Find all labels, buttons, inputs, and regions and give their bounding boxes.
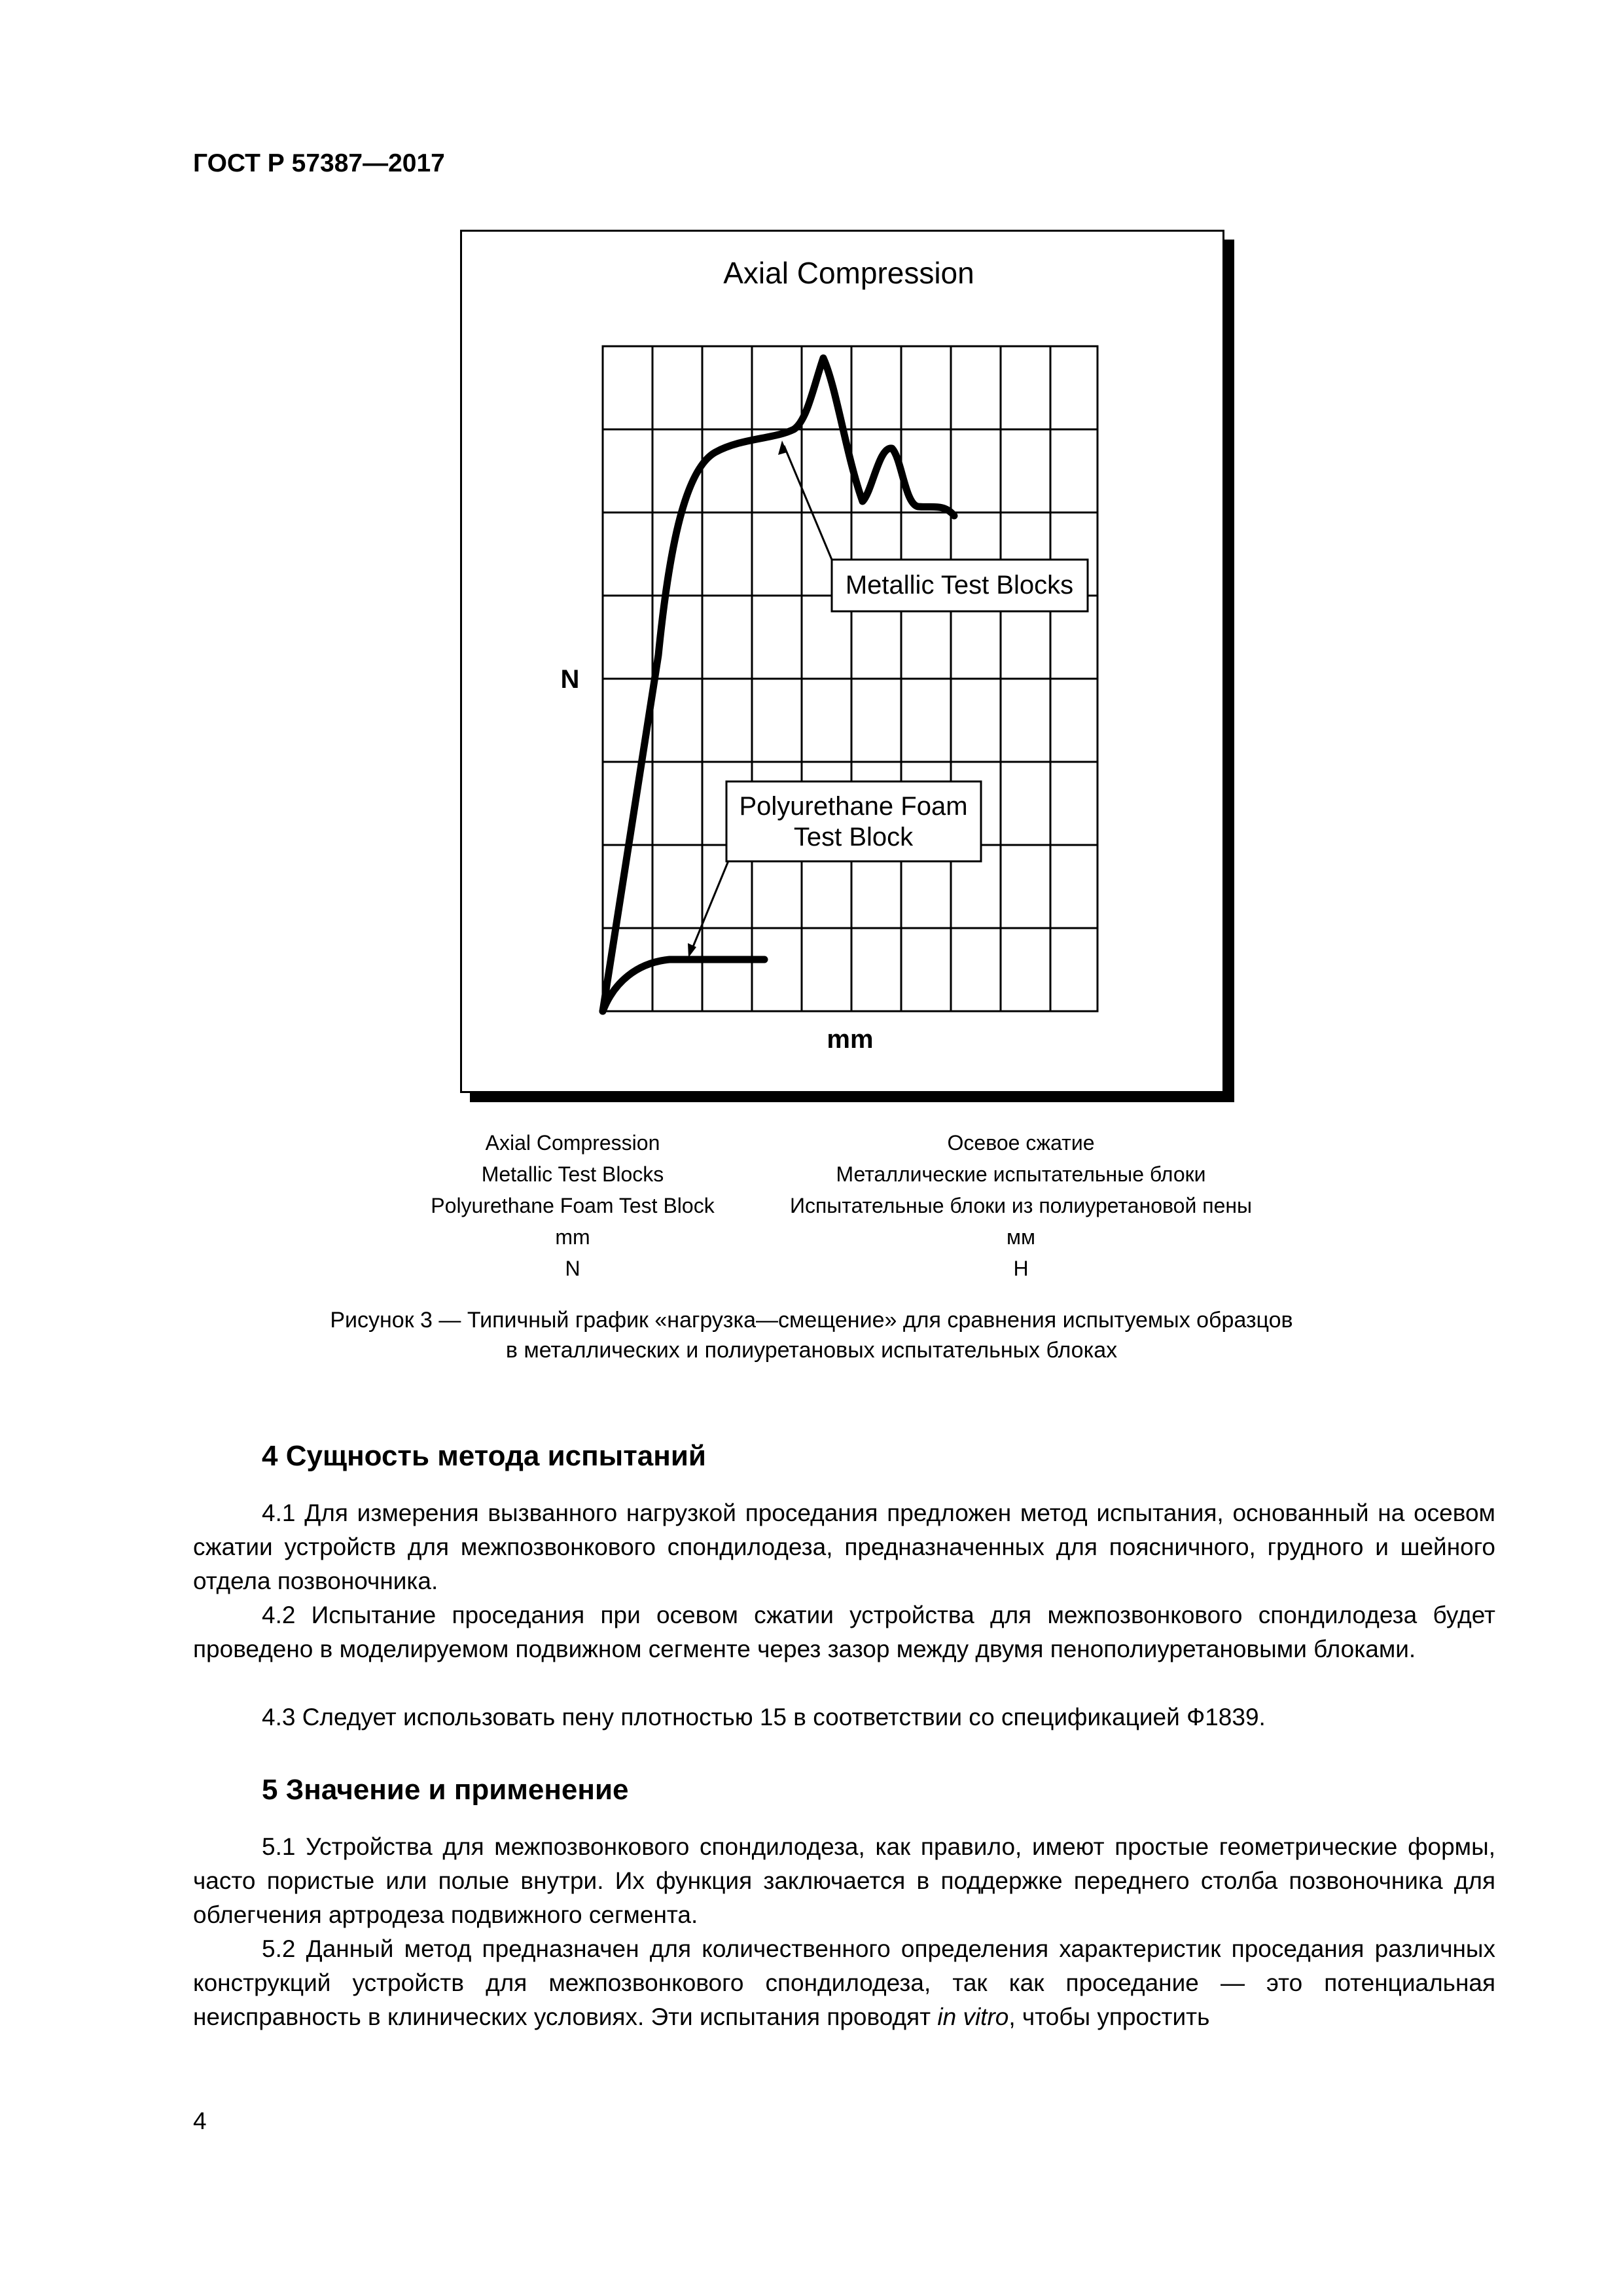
legend-ru-item: мм: [1007, 1225, 1035, 1249]
foam-callout-leader: [690, 848, 734, 953]
foam-callout-text-line1: Polyurethane Foam: [739, 792, 968, 821]
caption-line-1: Рисунок 3 — Типичный график «нагрузка—смещение» для сравнения испытуемых образцов: [330, 1308, 1293, 1333]
document-header: ГОСТ Р 57387—2017: [193, 149, 445, 177]
foam-callout-arrowhead: [688, 943, 696, 958]
metallic-callout-leader: [784, 446, 832, 560]
paragraph-5-1: 5.1 Устройства для межпозвонкового спондилодеза, как правило, имеют простые геометрические формы, часто пористые или полые внутри. Их функция заключается в поддержке переднего столба позвоночника для облегчения артродеза подвижного сегмента.: [193, 1833, 1495, 1928]
legend-en-item: mm: [555, 1225, 590, 1249]
paragraph-5-2-text: 5.2 Данный метод предназначен для количественного определения характеристик проседания различных конструкций устройств для межпозвонкового спондилодеза, так как проседание — это потенциальная неисправность в клинических условиях. Эти испытания проводят: [193, 1935, 1495, 2030]
foam-callout-text-line2: Test Block: [793, 823, 914, 852]
section-4-heading: 4 Сущность метода испытаний: [262, 1440, 706, 1472]
load-displacement-chart: [460, 230, 1229, 1100]
y-axis-label: N: [560, 665, 580, 694]
in-vitro-term: in vitro: [937, 2003, 1009, 2030]
paragraph-4-3: 4.3 Следует использовать пену плотностью 15 в соответствии со спецификацией Ф1839.: [262, 1704, 1266, 1731]
paragraph-5-2-tail: , чтобы упростить: [1008, 2003, 1210, 2030]
x-axis-label: mm: [827, 1025, 874, 1054]
figure-caption: [262, 1305, 1361, 1365]
legend-en-item: Metallic Test Blocks: [481, 1162, 664, 1186]
legend-ru-item: Испытательные блоки из полиуретановой пены: [789, 1194, 1253, 1217]
foam-series-line: [603, 960, 764, 1011]
paragraph-4-2: 4.2 Испытание проседания при осевом сжатии устройства для межпозвонкового спондилодеза будет проведено в моделируемом подвижном сегменте через зазор между двумя пенополиуретановыми блоками.: [193, 1602, 1495, 1662]
legend-ru-item: Металлические испытательные блоки: [836, 1162, 1206, 1186]
paragraph-4-1: 4.1 Для измерения вызванного нагрузкой проседания предложен метод испытания, основанный на осевом сжатии устройств для межпозвонкового спондилодеза, предназначенных для поясничного, грудного и шейного отдела позвоночника.: [193, 1499, 1495, 1594]
legend-en-item: Axial Compression: [485, 1131, 660, 1155]
paragraph-5-2: [193, 1932, 1495, 2034]
caption-line-2: в металлических и полиуретановых испытательных блоках: [505, 1338, 1118, 1363]
section-5-heading: 5 Значение и применение: [262, 1774, 629, 1806]
legend-ru-item: Осевое сжатие: [947, 1131, 1095, 1155]
legend-en-item: Polyurethane Foam Test Block: [431, 1194, 715, 1217]
metallic-callout-text: Metallic Test Blocks: [845, 571, 1074, 600]
legend-en-item: N: [565, 1257, 580, 1280]
page-number: 4: [193, 2108, 207, 2134]
legend-english: [402, 1127, 743, 1284]
legend-russian: [759, 1127, 1283, 1284]
chart-title: Axial Compression: [723, 256, 974, 290]
legend-ru-item: Н: [1013, 1257, 1029, 1280]
